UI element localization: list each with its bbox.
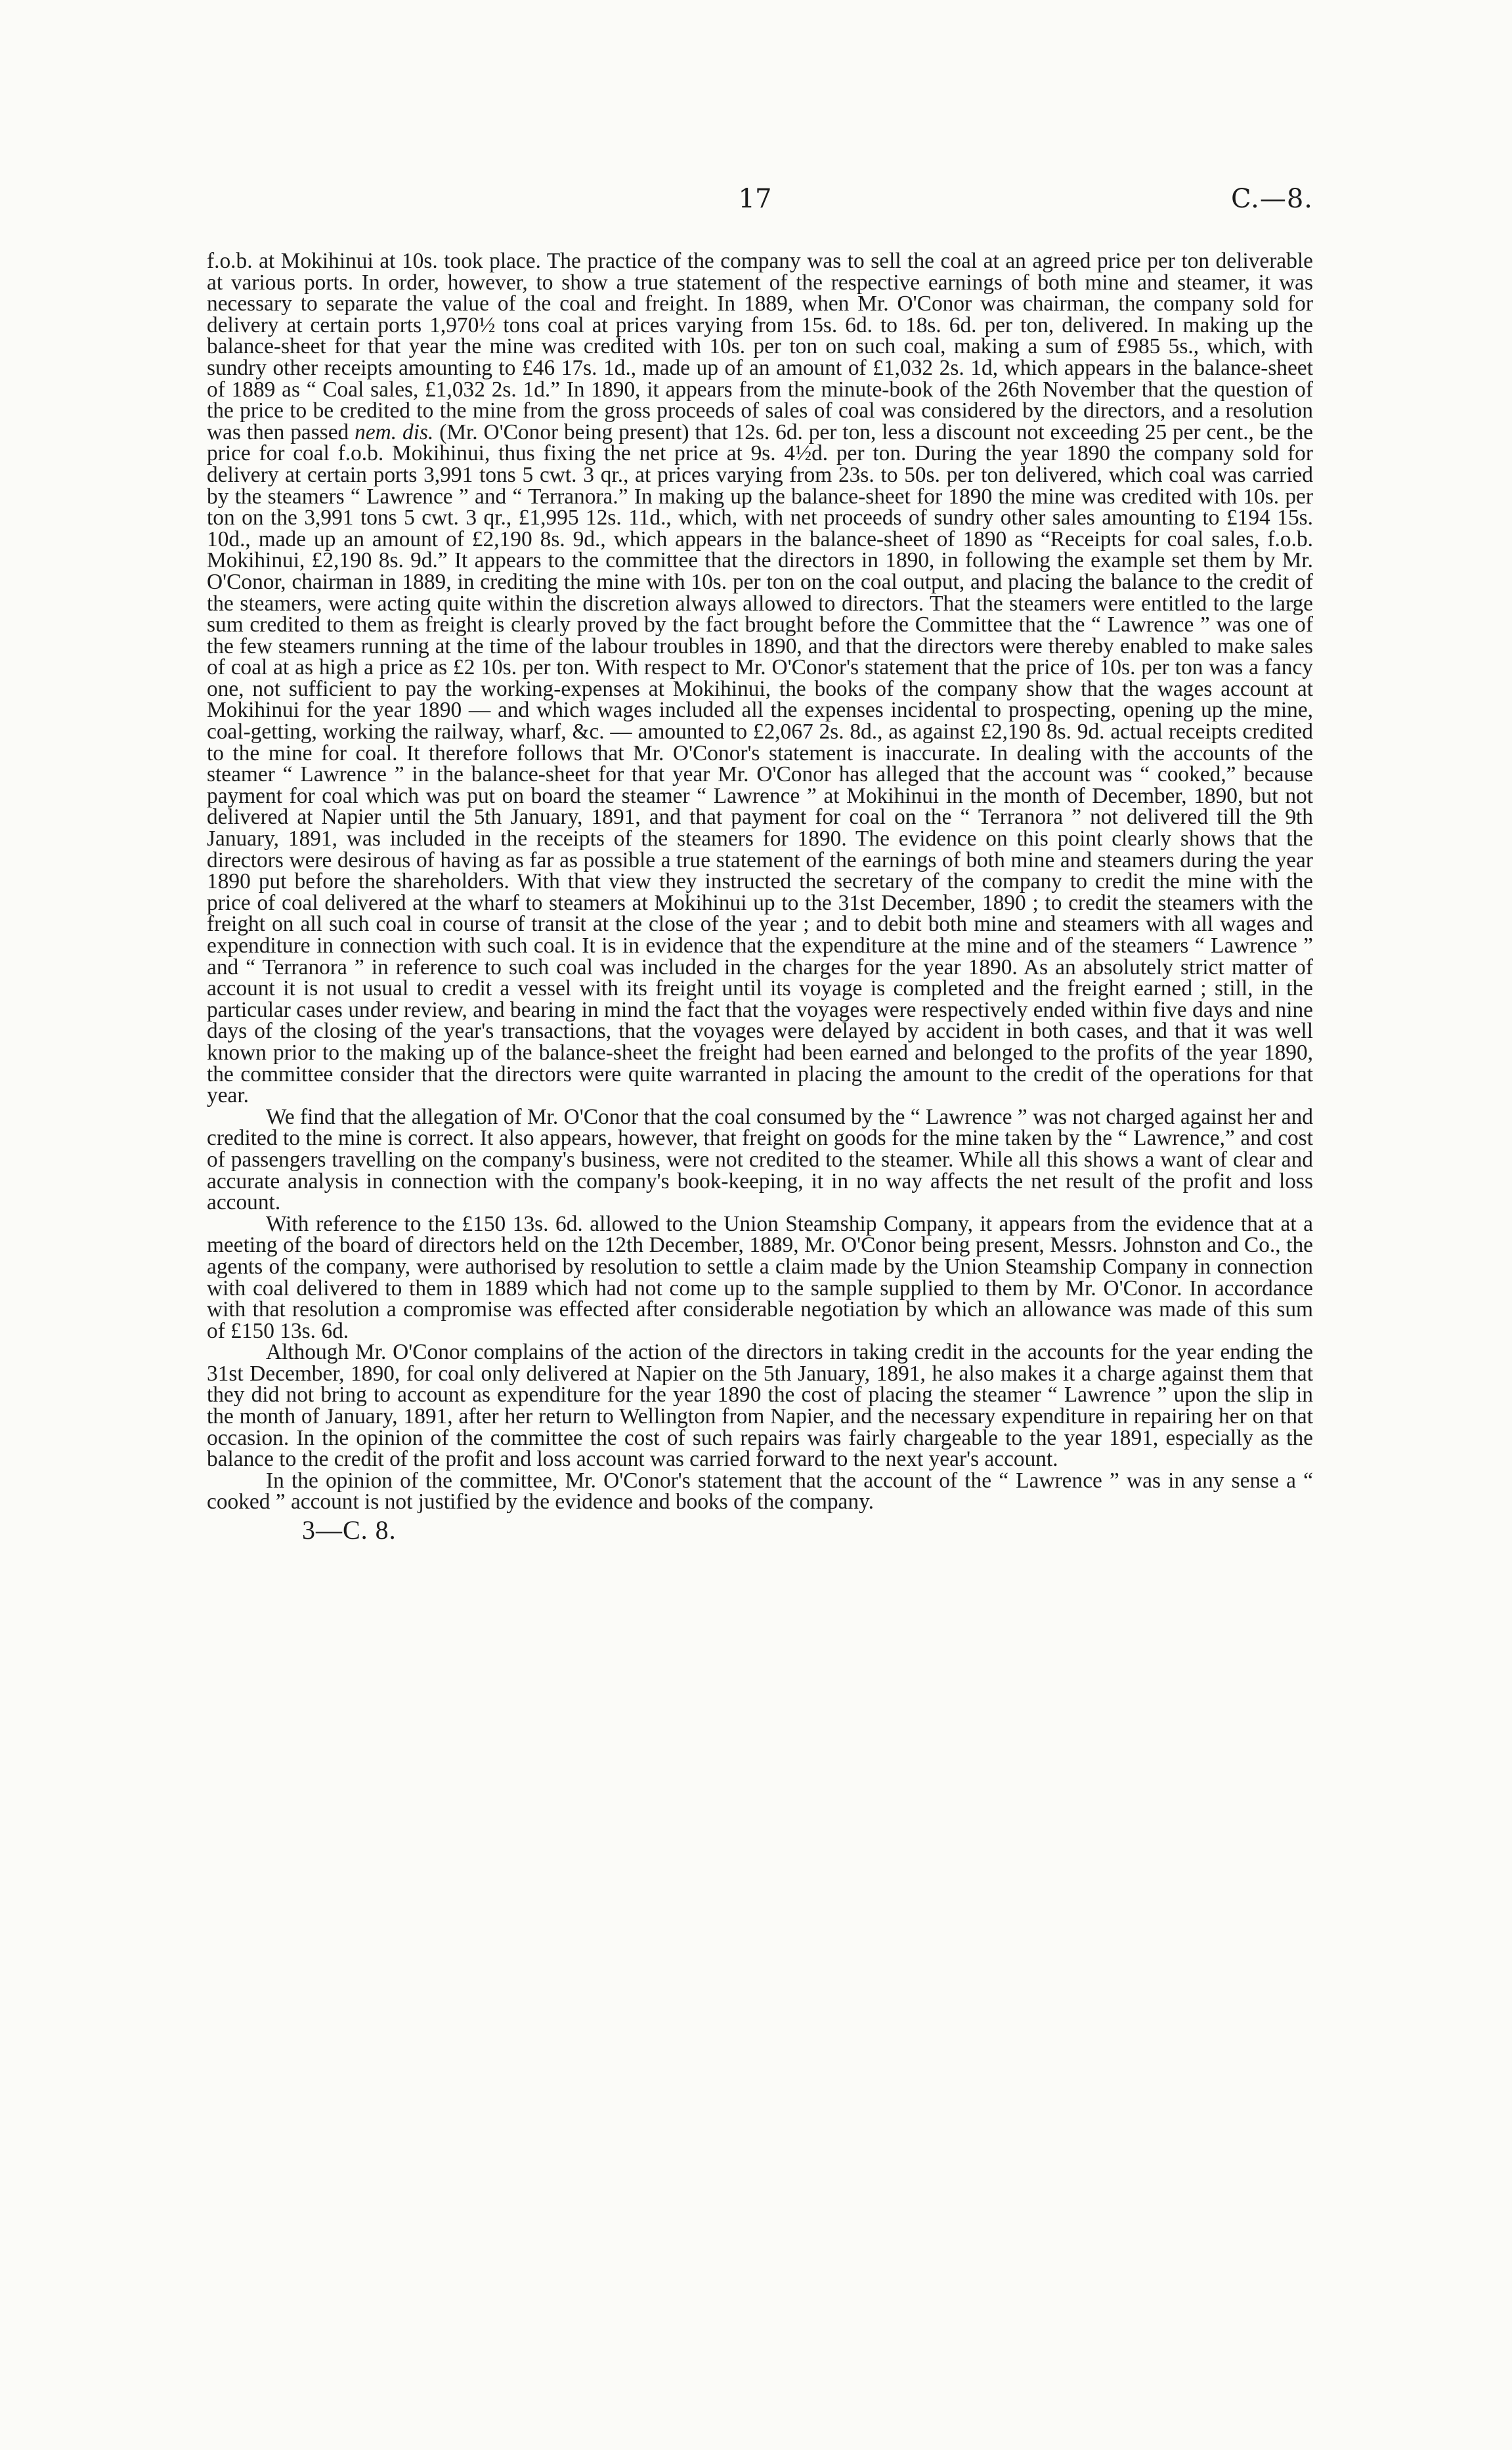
paragraph-2: We find that the allegation of Mr. O'Conor that the coal consumed by the “ Lawrence ” was not charged against her and credited to the mine is correct. It also appears, however, that freight on goods for the mine taken by the “ Lawrence,” and cost of passengers travelling on the company's business, were not credited to the steamer. While all this shows a want of clear and accurate analysis in connection with the company's book-keeping, it in no way affects the net result of the profit and loss account. [207, 1104, 1313, 1215]
paragraph-1-text-b: (Mr. O'Conor being present) that 12s. 6d. per ton, less a discount not exceeding 25 per cent., be the price for coal f.o.b. Mokihinui, thus fixing the net price at 9s. 4½d. per ton. During the year 1890 the company sold for delivery at certain ports 3,991 tons 5 cwt. 3 qr., at prices varying from 23s. to 50s. per ton delivered, which coal was carried by the steamers “ Lawrence ” and “ Terranora.” In making up the balance-sheet for 1890 the mine was credited with 10s. per ton on the 3,991 tons 5 cwt. 3 qr., £1,995 12s. 11d., which, with net proceeds of sundry other sales amounting to £194 15s. 10d., made up an amount of £2,190 8s. 9d., which appears in the balance-sheet of 1890 as “Receipts for coal sales, f.o.b. Mokihinui, £2,190 8s. 9d.” It appears to the committee that the directors in 1890, in following the example set them by Mr. O'Conor, chairman in 1889, in crediting the mine with 10s. per ton on the coal output, and placing the balance to the credit of the steamers, were acting quite within the discretion always allowed to directors. That the steamers were entitled to the large sum credited to them as freight is clearly proved by the fact brought before the Committee that the “ Lawrence ” was one of the few steamers running at the time of the labour troubles in 1890, and that the directors were thereby enabled to make sales of coal at as high a price as £2 10s. per ton. With respect to Mr. O'Conor's statement that the price of 10s. per ton was a fancy one, not sufficient to pay the working-expenses at Mokihinui, the books of the company show that the wages account at Mokihinui for the year 1890 — and which wages included all the expenses incidental to prospecting, opening up the mine, coal-getting, working the railway, wharf, &c. — amounted to £2,067 2s. 8d., as against £2,190 8s. 9d. actual receipts credited to the mine for coal. It therefore follows that Mr. O'Conor's statement is inaccurate. In dealing with the accounts of the steamer “ Lawrence ” in the balance-sheet for that year Mr. O'Conor has alleged that the account was “ cooked,” because payment for coal which was put on board the steamer “ Lawrence ” at Mokihinui in the month of December, 1890, but not delivered at Napier until the 5th January, 1891, and that payment for coal on the “ Terranora ” not delivered till the 9th January, 1891, was included in the receipts of the steamers for 1890. The evidence on this point clearly shows that the directors were desirous of having as far as possible a true statement of the earnings of both mine and steamers during the year 1890 put before the shareholders. With that view they instructed the secretary of the company to credit the mine with the price of coal delivered at the wharf to steamers at Mokihinui up to the 31st December, 1890 ; to credit the steamers with the freight on all such coal in course of transit at the close of the year ; and to debit both mine and steamers with all wages and expenditure in connection with such coal. It is in evidence that the expenditure at the mine and of the steamers “ Lawrence ” and “ Terranora ” in reference to such coal was included in the charges for the year 1890. As an absolutely strict matter of account it is not usual to credit a vessel with its freight until its voyage is completed and the freight earned ; still, in the particular cases under review, and bearing in mind the fact that the voyages were respectively ended within five days and nine days of the closing of the year's transactions, that the voyages were delayed by accident in both cases, and that it was well known prior to the making up of the balance-sheet the freight had been earned and belonged to the profits of the year 1890, the committee consider that the directors were quite warranted in placing the amount to the credit of the operations for that year. [207, 419, 1313, 1108]
paragraph-4: Although Mr. O'Conor complains of the action of the directors in taking credit in the accounts for the year ending the 31st December, 1890, for coal only delivered at Napier on the 5th January, 1891, he also makes it a charge against them that they did not bring to account as expenditure for the year 1890 the cost of placing the steamer “ Lawrence ” upon the slip in the month of January, 1891, after her return to Wellington from Napier, and the necessary expenditure in repairing her on that occasion. In the opinion of the committee the cost of such repairs was fairly chargeable to the year 1891, especially as the balance to the credit of the profit and loss account was carried forward to the next year's account. [207, 1340, 1313, 1472]
paragraph-3: With reference to the £150 13s. 6d. allowed to the Union Steamship Company, it appears from the evidence that at a meeting of the board of directors held on the 12th December, 1889, Mr. O'Conor being present, Messrs. Johnston and Co., the agents of the company, were authorised by resolution to settle a claim made by the Union Steamship Company in connection with coal delivered to them in 1889 which had not come up to the sample supplied to them by Mr. O'Conor. In accordance with that resolution a compromise was effected after considerable negotiation by which an allowance was made of this sum of £150 13s. 6d. [207, 1211, 1313, 1343]
signature-mark: 3—C. 8. [302, 1515, 397, 1545]
paragraph-1-text-a: f.o.b. at Mokihinui at 10s. took place. The practice of the company was to sell the coal at an agreed price per ton deliverable at various ports. In order, however, to show a true statement of the respective earnings of both mine and steamer, it was necessary to separate the value of the coal and freight. In 1889, when Mr. O'Conor was chairman, the company sold for delivery at certain ports 1,970½ tons coal at prices varying from 15s. 6d. to 18s. 6d. per ton, delivered. In making up the balance-sheet for that year the mine was credited with 10s. per ton on such coal, making a sum of £985 5s., which, with sundry other receipts amounting to £46 17s. 1d., made up of an amount of £1,032 2s. 1d, which appears in the balance-sheet of 1889 as “ Coal sales, £1,032 2s. 1d.” In 1890, it appears from the minute-book of the 26th November that the question of the price to be credited to the mine from the gross proceeds of sales of coal was considered by the directors, and a resolution was then passed [207, 249, 1313, 444]
paragraph-1-emphasis: nem. dis. [355, 419, 434, 444]
paragraph-5: In the opinion of the committee, Mr. O'Conor's statement that the account of the “ Lawrence ” was in any sense a “ cooked ” account is not justified by the evidence and books of the company. [207, 1468, 1313, 1515]
document-code: C.—8. [1230, 184, 1313, 214]
page-number: 17 [738, 184, 772, 214]
body-text [207, 251, 1313, 1545]
page-header [197, 184, 1313, 223]
paragraph-1 [207, 251, 1313, 1107]
